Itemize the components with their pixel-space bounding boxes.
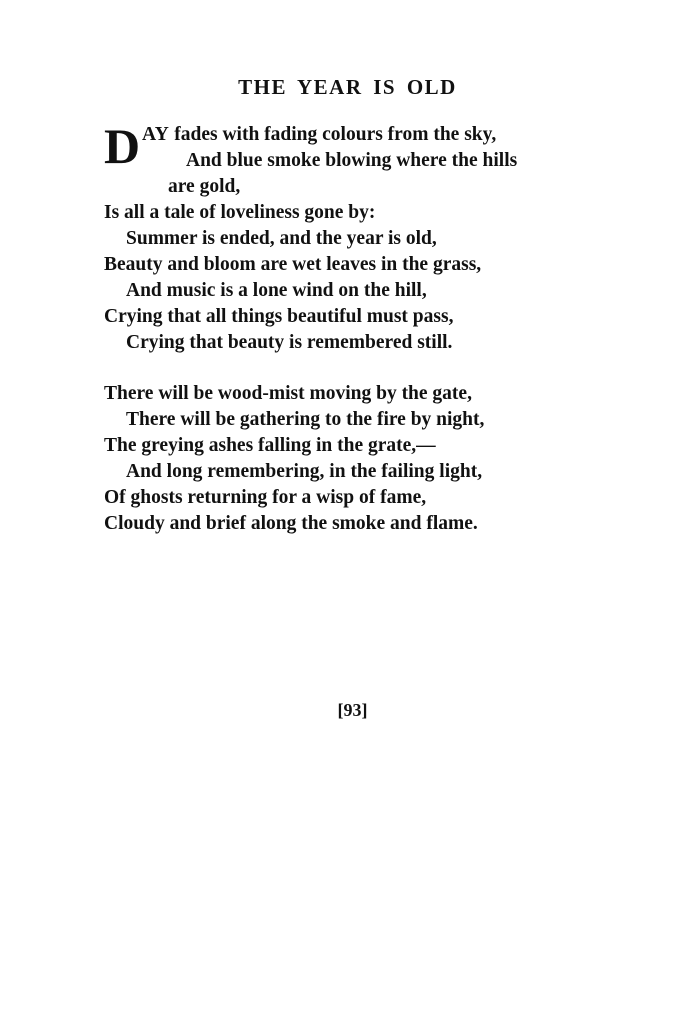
drop-cap: D: [104, 118, 141, 174]
poem-title: THE YEAR IS OLD: [238, 75, 457, 99]
poem-line-14: Cloudy and brief along the smoke and flame.: [104, 513, 478, 534]
poem-line-10: There will be gathering to the fire by night,: [126, 409, 485, 430]
poem-body: [104, 118, 664, 537]
stanza-2: [104, 381, 664, 537]
first-line-rest: fades with fading colours from the sky,: [174, 124, 497, 145]
poem-line-2: And blue smoke blowing where the hills: [186, 150, 518, 171]
poem-line-13: Of ghosts returning for a wisp of fame,: [104, 487, 427, 508]
poem-line-12: And long remembering, in the failing light,: [126, 461, 483, 482]
poem-line-4: Summer is ended, and the year is old,: [126, 228, 437, 249]
poem-line-11: The greying ashes falling in the grate,—: [104, 435, 436, 456]
poem-line-5: Beauty and bloom are wet leaves in the grass,: [104, 254, 482, 275]
poem-line-3: Is all a tale of loveliness gone by:: [104, 202, 376, 223]
first-word-rest: AY: [142, 124, 170, 145]
stanza-1: [104, 118, 664, 356]
poem-line-7: Crying that all things beautiful must pass,: [104, 306, 454, 327]
poem-line-8: Crying that beauty is remembered still.: [126, 332, 453, 353]
poem-line-2-continuation: are gold,: [168, 176, 241, 197]
poem-line-6: And music is a lone wind on the hill,: [126, 280, 427, 301]
page-number: [93]: [337, 700, 368, 720]
stanza-divider: [104, 356, 664, 381]
poem-line-9: There will be wood-mist moving by the gate,: [104, 383, 472, 404]
